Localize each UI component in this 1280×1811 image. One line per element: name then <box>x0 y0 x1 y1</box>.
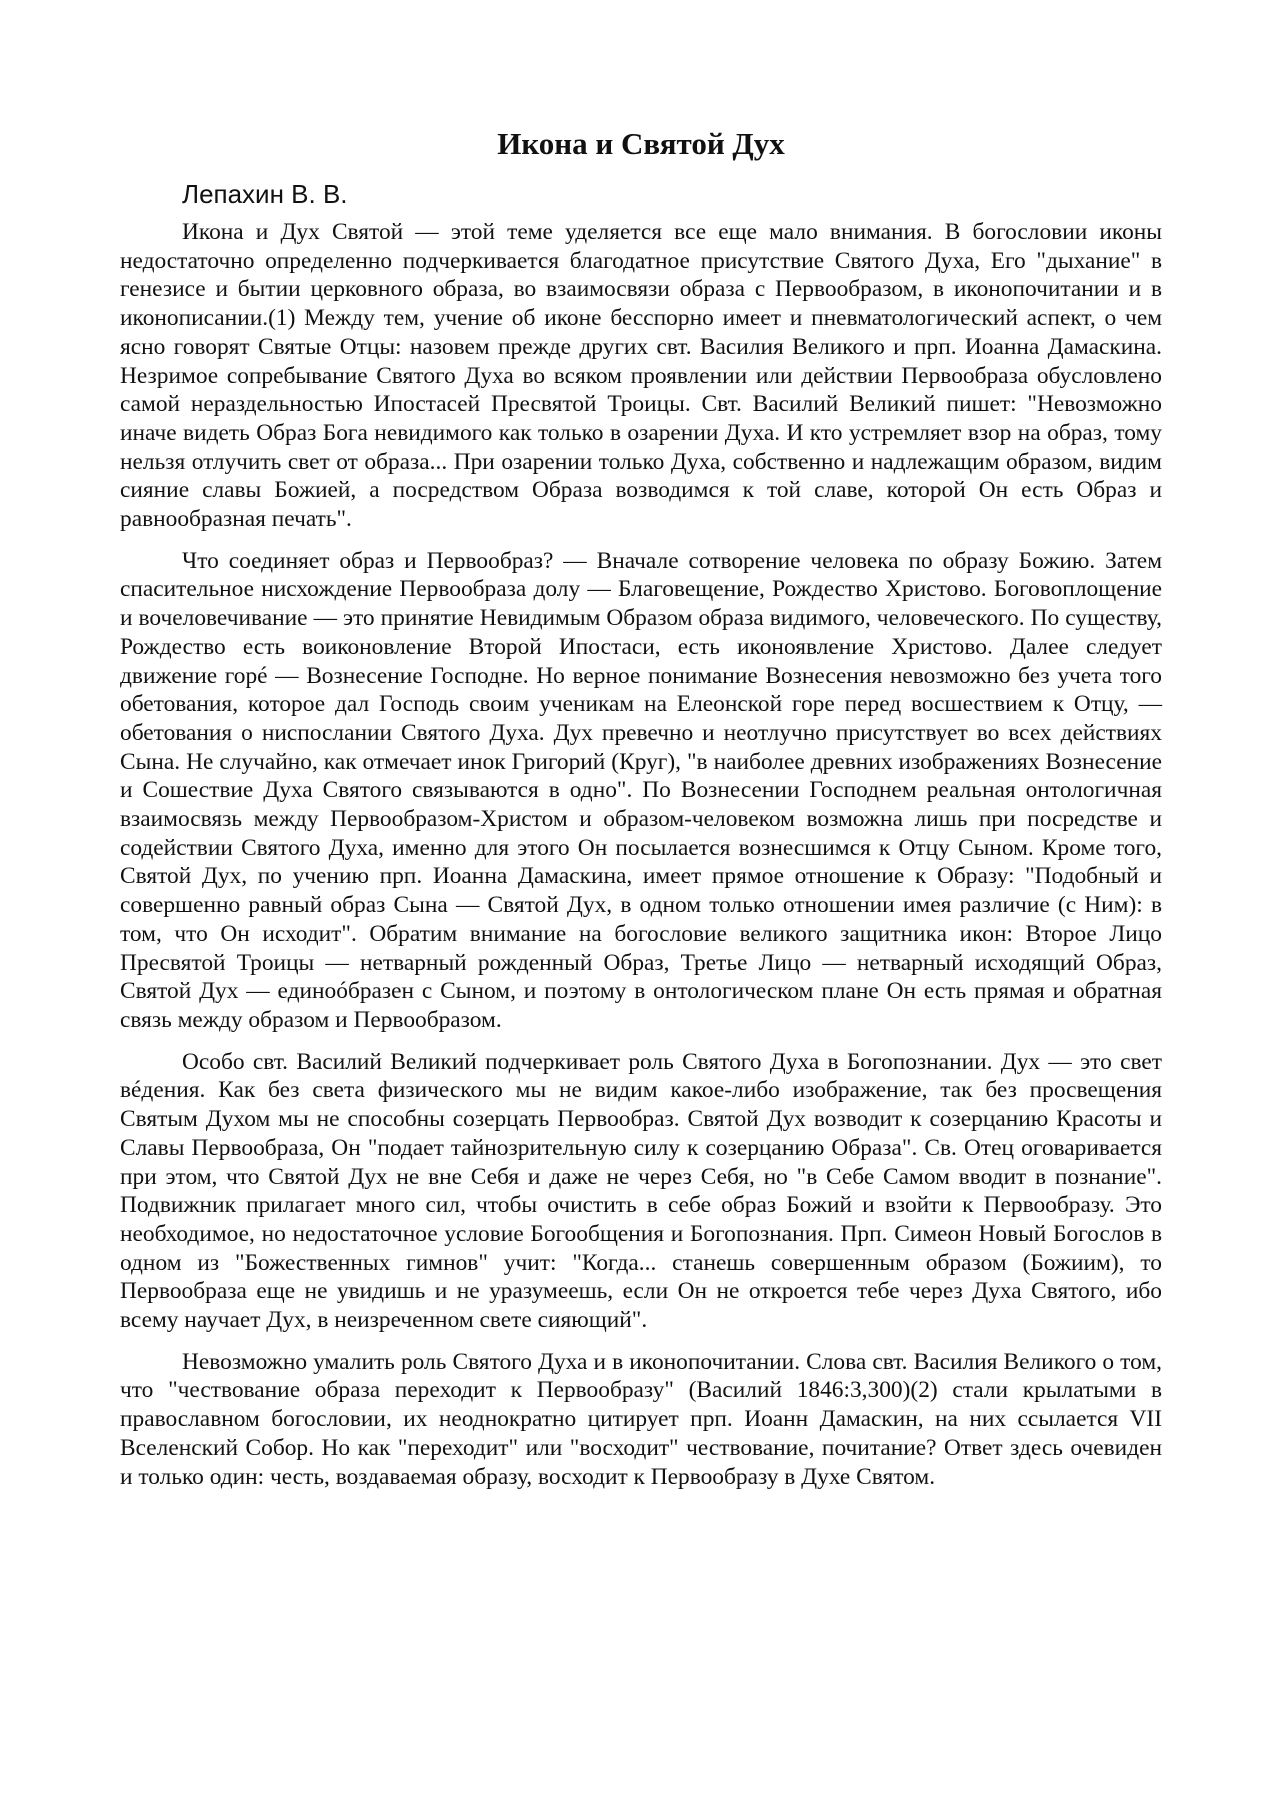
paragraph-4: Невозможно умалить роль Святого Духа и в иконопочитании. Слова свт. Василия Великого о том, что "чествование образа переходит к Первообразу" (Василий 1846:3,300)(2) стали крылатыми в православном богословии, их неоднократно цитирует прп. Иоанн Дамаскин, на них ссылается VII Вселенский Собор. Но как "переходит" или "восходит" чествование, почитание? Ответ здесь очевиден и только один: честь, воздаваемая образу, восходит к Первообразу в Духе Святом. <box>120 1348 1162 1490</box>
document-author: Лепахин В. В. <box>182 179 348 209</box>
paragraph-1: Икона и Дух Святой — этой теме уделяется все еще мало внимания. В богословии иконы недостаточно определенно подчеркивается благодатное присутствие Святого Духа, Его "дыхание" в генезисе и бытии церковного образа, во взаимосвязи образа с Первообразом, в иконопочитании и в иконописании.(1) Между тем, учение об иконе бесспорно имеет и пневматологический аспект, о чем ясно говорят Святые Отцы: назовем прежде других свт. Василия Великого и прп. Иоанна Дамаскина. Незримое сопребывание Святого Духа во всяком проявлении или действии Первообраза обусловлено самой нераздельностью Ипостасей Пресвятой Троицы. Свт. Василий Великий пишет: "Невозможно иначе видеть Образ Бога невидимого как только в озарении Духа. И кто устремляет взор на образ, тому нельзя отлучить свет от образа... При озарении только Духа, собственно и надлежащим образом, видим сияние славы Божией, а посредством Образа возводимся к той славе, которой Он есть Образ и равнообразная печать". <box>120 219 1162 533</box>
paragraph-3: Особо свт. Василий Великий подчеркивает роль Святого Духа в Богопознании. Дух — это свет вéдения. Как без света физического мы не видим какое-либо изображение, так без просвещения Святым Духом мы не способны созерцать Первообраз. Святой Дух возводит к созерцанию Красоты и Славы Первообраза, Он "подает тайнозрительную силу к созерцанию Образа". Св. Отец оговаривается при этом, что Святой Дух не вне Себя и даже не через Себя, но "в Себе Самом вводит в познание". Подвижник прилагает много сил, чтобы очистить в себе образ Божий и взойти к Первообразу. Это необходимое, но недостаточное условие Богообщения и Богопознания. Прп. Симеон Новый Богослов в одном из "Божественных гимнов" учит: "Когда... станешь совершенным образом (Божиим), то Первообраза еще не увидишь и не уразумеешь, если Он не откроется тебе через Духа Святого, ибо всему научает Дух, в неизреченном свете сияющий". <box>120 1048 1162 1334</box>
document-title: Икона и Святой Дух <box>497 126 785 161</box>
paragraph-2: Что соединяет образ и Первообраз? — Вначале сотворение человека по образу Божию. Затем спасительное нисхождение Первообраза долу — Благовещение, Рождество Христово. Боговоплощение и вочеловечивание — это принятие Невидимым Образом образа видимого, человеческого. По существу, Рождество есть воиконовление Второй Ипостаси, есть иконоявление Христово. Далее следует движение горé — Вознесение Господне. Но верное понимание Вознесения невозможно без учета того обетования, которое дал Господь своим ученикам на Елеонской горе перед восшествием к Отцу, — обетования о ниспослании Святого Духа. Дух превечно и неотлучно присутствует во всех действиях Сына. Не случайно, как отмечает инок Григорий (Круг), "в наиболее древних изображениях Вознесение и Сошествие Духа Святого связываются в одно". По Вознесении Господнем реальная онтологичная взаимосвязь между Первообразом-Христом и образом-человеком возможна лишь при посредстве и содействии Святого Духа, именно для этого Он посылается вознесшимся к Отцу Сыном. Кроме того, Святой Дух, по учению прп. Иоанна Дамаскина, имеет прямое отношение к Образу: "Подобный и совершенно равный образ Сына — Святой Дух, в одном только отношении имея различие (с Ним): в том, что Он исходит". Обратим внимание на богословие великого защитника икон: Второе Лицо Пресвятой Троицы — нетварный рожденный Образ, Третье Лицо — нетварный исходящий Образ, Святой Дух — единоóбразен с Сыном, и поэтому в онтологическом плане Он есть прямая и обратная связь между образом и Первообразом. <box>120 547 1162 1033</box>
